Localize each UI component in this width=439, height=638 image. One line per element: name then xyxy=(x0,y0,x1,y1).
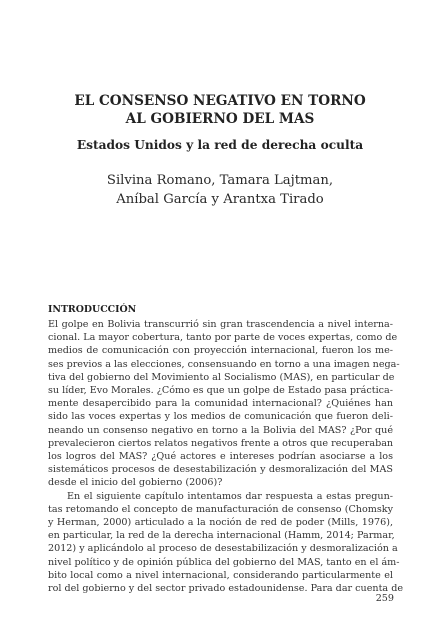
paragraph-line: medios de comunicación con proyección internacional, fueron los me- xyxy=(48,345,393,357)
paragraph-line: los logros del MAS? ¿Qué actores e intereses podrían asociarse a los xyxy=(48,451,393,463)
author-line: Aníbal García y Arantxa Tirado xyxy=(116,192,324,207)
chapter-subtitle: Estados Unidos y la red de derecha oculta xyxy=(76,138,364,152)
paragraph-line: prevalecieron ciertos relatos negativos frente a otros que recuperaban xyxy=(48,437,394,449)
paragraph-line: tas retomando el concepto de manufacturación de consenso (Chomsky xyxy=(48,503,393,515)
author-line: Silvina Romano, Tamara Lajtman, xyxy=(106,173,334,188)
paragraph-line: desde el inicio del gobierno (2006)? xyxy=(48,477,223,489)
paragraph-line: En el siguiente capítulo intentamos dar respuesta a estas pregun- xyxy=(67,490,393,502)
paragraph-line: bito local como a nivel internacional, considerando particularmente el xyxy=(48,569,393,581)
paragraph-line: El golpe en Bolivia transcurrió sin gran trascendencia a nivel interna- xyxy=(48,319,393,330)
paragraph-line: en particular, la red de la derecha internacional (Hamm, 2014; Parmar, xyxy=(48,530,395,542)
paragraph-line: sistemáticos procesos de desestabilización y desmoralización del MAS xyxy=(48,464,393,476)
paragraph-line: ses previos a las elecciones, consensuando en torno a una imagen nega- xyxy=(48,358,400,370)
paragraph-line: mente desapercibido para la comunidad internacional? ¿Quiénes han xyxy=(48,398,393,410)
paragraph-line: neando un consenso negativo en torno a la Bolivia del MAS? ¿Por qué xyxy=(48,424,393,436)
chapter-title xyxy=(60,92,380,128)
chapter-authors xyxy=(60,171,380,209)
paragraph-line: y Herman, 2000) articulado a la noción de red de poder (Mills, 1976), xyxy=(48,517,393,529)
paragraph-line: sido las voces expertas y los medios de comunicación que fueron deli- xyxy=(48,411,393,423)
chapter-title-line: EL CONSENSO NEGATIVO EN TORNO xyxy=(74,93,366,109)
body-text xyxy=(48,318,404,595)
chapter-title-line: AL GOBIERNO DEL MAS xyxy=(125,111,315,127)
paragraph-line: cional. La mayor cobertura, tanto por parte de voces expertas, como de xyxy=(48,332,398,344)
page-number: 259 xyxy=(375,593,394,604)
paragraph-line: tiva del gobierno del Movimiento al Socialismo (MAS), en particular de xyxy=(48,371,395,383)
paragraph-line: rol del gobierno y del sector privado estadounidense. Para dar cuenta de xyxy=(48,583,404,595)
paragraph-line: nivel político y de opinión pública del gobierno del MAS, tanto en el ám- xyxy=(48,556,400,568)
paragraph-line: 2012) y aplicándolo al proceso de desestabilización y desmoralización a xyxy=(48,543,398,555)
section-heading: INTRODUCCIÓN xyxy=(48,304,137,315)
paragraph-line: su líder, Evo Morales. ¿Cómo es que un golpe de Estado pasa práctica- xyxy=(48,385,393,397)
